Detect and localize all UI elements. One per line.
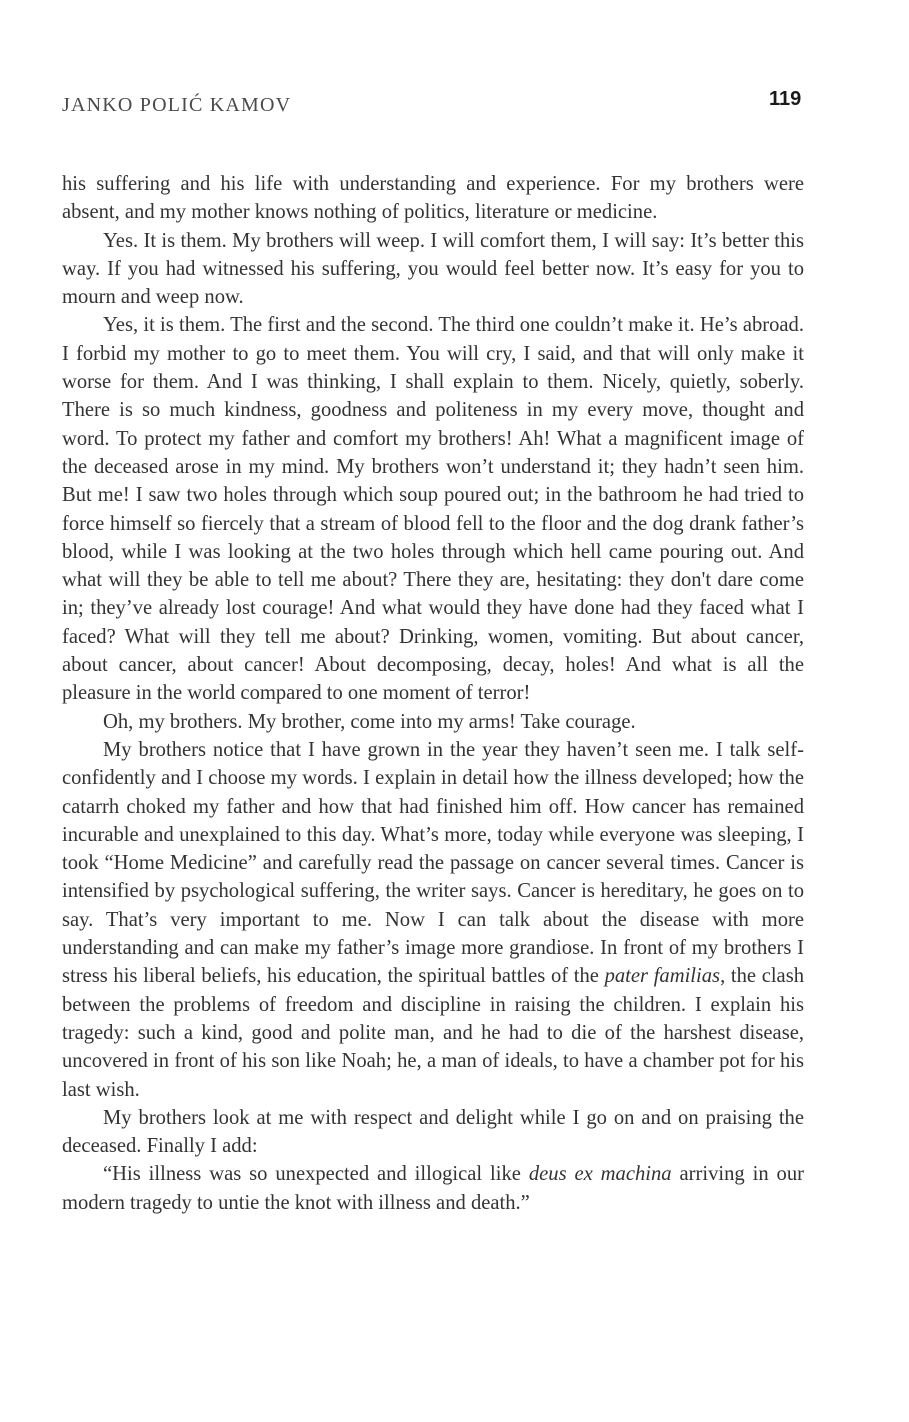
paragraph xyxy=(62,170,804,227)
text-run: arriving in our modern tragedy to untie the knot with illness and death.” xyxy=(62,1163,804,1214)
paragraph xyxy=(62,708,804,736)
text-run: Yes, it is them. The first and the second. The third one couldn’t make it. He’s abroad. I forbid my mother to go to meet them. You will cry, I said, and that will only make it worse for them. And I was thinking, I shall explain to them. Nicely, quietly, soberly. There is so much kindness, goodness and politeness in my every move, thought and word. To protect my father and comfort my brothers! Ah! What a magnificent image of the deceased arose in my mind. My brothers won’t understand it; they hadn’t seen him. But me! I saw two holes through which soup poured out; in the bathroom he had tried to force himself so fiercely that a stream of blood fell to the floor and the dog drank father’s blood, while I was looking at the two holes through which hell came pouring out. And what will they be able to tell me about? There they are, hesitating: they don't dare come in; they’ve already lost courage! And what would they have done had they faced what I faced? What will they tell me about? Drinking, women, vomiting. But about cancer, about cancer, about cancer! About decomposing, decay, holes! And what is all the pleasure in the world compared to one moment of terror! xyxy=(62,314,804,705)
paragraph xyxy=(62,1160,804,1217)
text-run: his suffering and his life with understanding and experience. For my brothers were absent, and my mother knows nothing of politics, literature or medicine. xyxy=(62,173,804,224)
page-number: 119 xyxy=(769,88,802,110)
text-run: “His illness was so unexpected and illogical like xyxy=(103,1163,529,1186)
italic-text: pater familias xyxy=(604,965,721,988)
text-run: My brothers look at me with respect and delight while I go on and on praising the deceased. Finally I add: xyxy=(62,1106,804,1158)
text-run: Yes. It is them. My brothers will weep. I will comfort them, I will say: It’s better this way. If you had witnessed his suffering, you would feel better now. It’s easy for you to mourn and weep now. xyxy=(62,229,804,309)
italic-text: deus ex machina xyxy=(528,1163,672,1186)
paragraph xyxy=(62,311,804,707)
text-run: , the clash between the problems of freedom and discipline in raising the children. I explain his tragedy: such a kind, good and polite man, and he had to die of the harshest disease, uncovered in front of his son like Noah; he, a man of ideals, to have a chamber pot for his last wish. xyxy=(62,965,805,1101)
paragraph xyxy=(62,1104,804,1161)
paragraph xyxy=(62,736,804,1104)
text-run: My brothers notice that I have grown in the year they haven’t seen me. I talk self-confidently and I choose my words. I explain in detail how the illness developed; how the catarrh choked my father and how that had finished him off. How cancer has remained incurable and unexplained to this day. What’s more, today while everyone was sleeping, I took “Home Medicine” and carefully read the passage on cancer several times. Cancer is intensified by psychological suffering, the writer says. Cancer is hereditary, he goes on to say. That’s very important to me. Now I can talk about the disease with more understanding and can make my father’s image more grandiose. In front of my brothers I stress his liberal beliefs, his education, the spiritual battles of the xyxy=(62,738,804,988)
running-head: JANKO POLIĆ KAMOV xyxy=(62,94,292,116)
text-run: Oh, my brothers. My brother, come into my arms! Take courage. xyxy=(103,710,636,733)
paragraph xyxy=(62,227,804,312)
body-text xyxy=(62,170,804,1217)
